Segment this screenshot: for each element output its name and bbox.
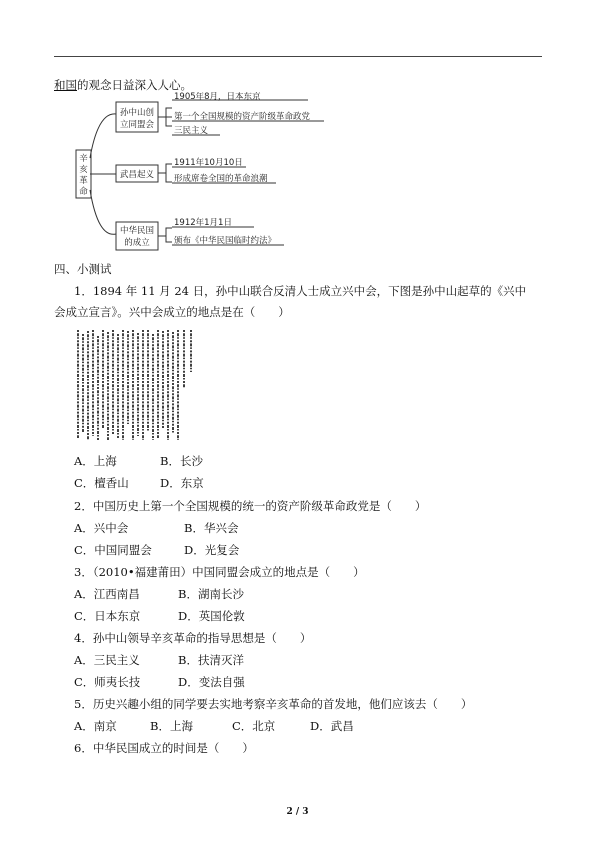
q3-option-d: D．英国伦敦 (178, 609, 245, 623)
branch-1-label-line2: 立同盟会 (119, 120, 155, 130)
branch-2-item-1: 形成席卷全国的革命浪潮 (174, 174, 268, 184)
q5-option-d: D．武昌 (310, 719, 354, 733)
branch-1-item-2: 三民主义 (174, 126, 209, 136)
q1-option-c: C．檀香山 (74, 476, 129, 490)
q3-option-b: B．湖南长沙 (178, 587, 244, 601)
q5-stem: 5．历史兴趣小组的同学要去实地考察辛亥革命的首发地，他们应该去（ ） (74, 697, 473, 711)
q5-option-c: C．北京 (232, 719, 276, 733)
q1-option-a: A．上海 (74, 454, 117, 468)
q2-option-d: D．光复会 (184, 543, 240, 557)
intro-underlined: 和国 (54, 78, 77, 92)
mind-map (54, 92, 354, 252)
q5-option-b: B．上海 (150, 719, 193, 733)
root-char: 革 (79, 176, 88, 186)
branch-3-label-line1: 中华民国 (119, 226, 155, 236)
q1-stem-line2: 会成立宣言》。兴中会成立的地点是在（ ） (54, 305, 290, 319)
q5-option-a: A．南京 (74, 719, 117, 733)
branch-1-item-1: 第一个全国规模的资产阶级革命政党 (174, 112, 311, 122)
q2-option-b: B．华兴会 (184, 521, 239, 535)
branch-connector-1 (90, 114, 116, 158)
root-char: 命 (79, 187, 88, 197)
branch-3-label-line2: 的成立 (124, 238, 150, 248)
root-char: 亥 (79, 165, 88, 175)
q6-stem: 6．中华民国成立的时间是（ ） (74, 741, 254, 755)
branch-2-label: 武昌起义 (119, 170, 155, 180)
q2-stem: 2．中国历史上第一个全国规模的统一的资产阶级革命政党是（ ） (74, 499, 427, 513)
q1-stem-line1: 1．1894 年 11 月 24 日，孙中山联合反清人士成立兴中会，下图是孙中山起草的《兴中 (74, 284, 527, 298)
q2-option-a: A．兴中会 (74, 521, 129, 535)
root-char: 辛 (79, 154, 88, 164)
intro-text: 的观念日益深入人心。 (77, 78, 192, 92)
q1-option-d: D．东京 (160, 476, 204, 490)
branch-connector-3 (90, 190, 116, 234)
q2-option-c: C．中国同盟会 (74, 543, 152, 557)
q1-option-b: B．长沙 (160, 454, 203, 468)
root-label (79, 153, 88, 197)
q4-option-d: D．变法自强 (178, 675, 245, 689)
q4-option-a: A．三民主义 (74, 653, 140, 667)
branch-3-item-1: 颁布《中华民国临时约法》 (174, 236, 277, 246)
header-rule (54, 56, 542, 57)
branch-1-date: 1905年8月，日本东京 (174, 92, 261, 102)
section-heading: 四、小测试 (54, 262, 112, 276)
manifesto-image (74, 328, 198, 442)
q3-option-c: C．日本东京 (74, 609, 141, 623)
q4-option-b: B．扶清灭洋 (178, 653, 244, 667)
q3-option-a: A．江西南昌 (74, 587, 140, 601)
branch-3-date: 1912年1月1日 (174, 218, 232, 228)
q4-stem: 4．孙中山领导辛亥革命的指导思想是（ ） (74, 631, 312, 645)
q4-option-c: C．师夷长技 (74, 675, 141, 689)
intro-line (54, 78, 192, 92)
page-number: 2 / 3 (286, 807, 309, 817)
branch-1-label-line1: 孙中山创 (119, 108, 155, 118)
branch-2-date: 1911年10月10日 (174, 158, 243, 168)
q3-stem: 3．（2010•福建莆田）中国同盟会成立的地点是（ ） (74, 565, 365, 579)
